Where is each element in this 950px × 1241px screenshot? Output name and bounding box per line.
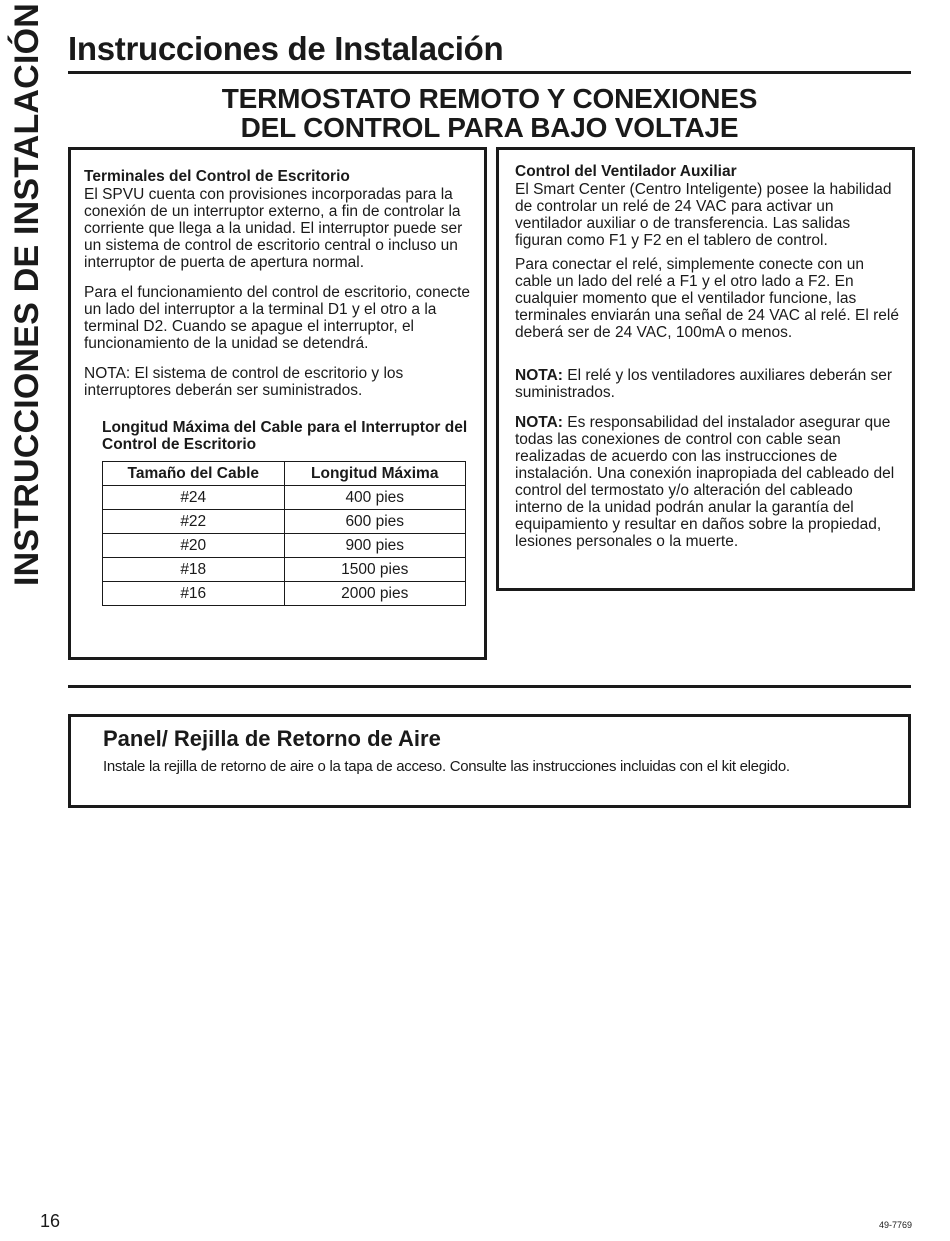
table-header-cable-size: Tamaño del Cable — [103, 462, 285, 486]
document-code: 49-7769 — [878, 1220, 912, 1230]
table-row — [103, 510, 466, 534]
section-divider — [68, 685, 911, 688]
note-label: NOTA: — [515, 414, 563, 431]
table-header-max-length: Longitud Máxima — [284, 462, 466, 486]
table-cell-length: 2000 pies — [284, 582, 466, 606]
table-cell-length: 1500 pies — [284, 558, 466, 582]
auxiliary-fan-control-box — [496, 147, 915, 591]
section-heading — [68, 84, 911, 142]
table-cell-size: #22 — [103, 510, 285, 534]
table-cell-size: #18 — [103, 558, 285, 582]
table-row — [103, 558, 466, 582]
note-label: NOTA: — [515, 367, 563, 384]
note-text: Es responsabilidad del instalador asegurar que todas las conexiones de control con cable sean realizadas de acuerdo con las instrucciones de instalación. Una conexión inapropiada del cableado del control del termostato y/o alteración del cableado interno de la unidad podrán anular la garantía del equipamiento y resultar en daños sobre la propiedad, lesiones personales o la muerte. — [515, 414, 895, 550]
table-row — [103, 582, 466, 606]
aux-fan-note-2 — [515, 414, 900, 550]
desk-control-paragraph-1: El SPVU cuenta con provisiones incorporadas para la conexión de un interruptor externo, a fin de controlar la corriente que llega a la unidad. El interruptor puede ser un sistema de control de escritorio central o incluso un interruptor de puerta de apertura normal. — [84, 186, 463, 271]
aux-fan-note-1 — [515, 367, 900, 401]
note-text: El relé y los ventiladores auxiliares deberán ser suministrados. — [515, 367, 893, 401]
table-header-row — [103, 462, 466, 486]
desk-control-paragraph-2: Para el funcionamiento del control de escritorio, conecte un lado del interruptor a la terminal D1 y el otro a la terminal D2. Cuando se apague el interruptor, el funcionamiento de la unidad se detendrá. — [84, 284, 470, 352]
desk-control-terminals-box — [68, 147, 487, 660]
aux-fan-title: Control del Ventilador Auxiliar — [515, 163, 737, 180]
aux-fan-paragraph-1: El Smart Center (Centro Inteligente) posee la habilidad de controlar un relé de 24 VAC para activar un ventilador auxiliar o de transferencia. Las salidas figuran como F1 y F2 en el tablero de control. — [515, 181, 892, 249]
table-cell-length: 900 pies — [284, 534, 466, 558]
panel-title: Panel/ Rejilla de Retorno de Aire — [103, 726, 441, 751]
section-heading-line-1: TERMOSTATO REMOTO Y CONEXIONES — [221, 83, 758, 114]
aux-fan-paragraph-2: Para conectar el relé, simplemente conecte con un cable un lado del relé a F1 y el otro lado a F2. En cualquier momento que el ventilador funcione, las terminales enviarán una señal de 24 VAC al relé. El relé deberá ser de 24 VAC, 100mA o menos. — [515, 256, 899, 341]
table-cell-length: 600 pies — [284, 510, 466, 534]
table-cell-length: 400 pies — [284, 486, 466, 510]
table-cell-size: #20 — [103, 534, 285, 558]
table-cell-size: #24 — [103, 486, 285, 510]
desk-control-title: Terminales del Control de Escritorio — [84, 168, 350, 185]
table-cell-size: #16 — [103, 582, 285, 606]
cable-length-table — [102, 461, 466, 606]
table-row — [103, 534, 466, 558]
side-section-title: INSTRUCCIONES DE INSTALACIÓN — [8, 3, 46, 586]
table-row — [103, 486, 466, 510]
page-title: Instrucciones de Instalación — [68, 30, 504, 67]
cable-table-caption: Longitud Máxima del Cable para el Interruptor del Control de Escritorio — [102, 419, 468, 453]
return-air-grille-box — [68, 714, 911, 808]
panel-text: Instale la rejilla de retorno de aire o la tapa de acceso. Consulte las instrucciones incluidas con el kit elegido. — [103, 758, 790, 775]
desk-control-note: NOTA: El sistema de control de escritorio y los interruptores deberán ser suministrados. — [84, 365, 404, 399]
section-heading-line-2: DEL CONTROL PARA BAJO VOLTAJE — [240, 112, 739, 143]
page-number: 16 — [40, 1211, 61, 1231]
title-divider — [68, 71, 911, 74]
